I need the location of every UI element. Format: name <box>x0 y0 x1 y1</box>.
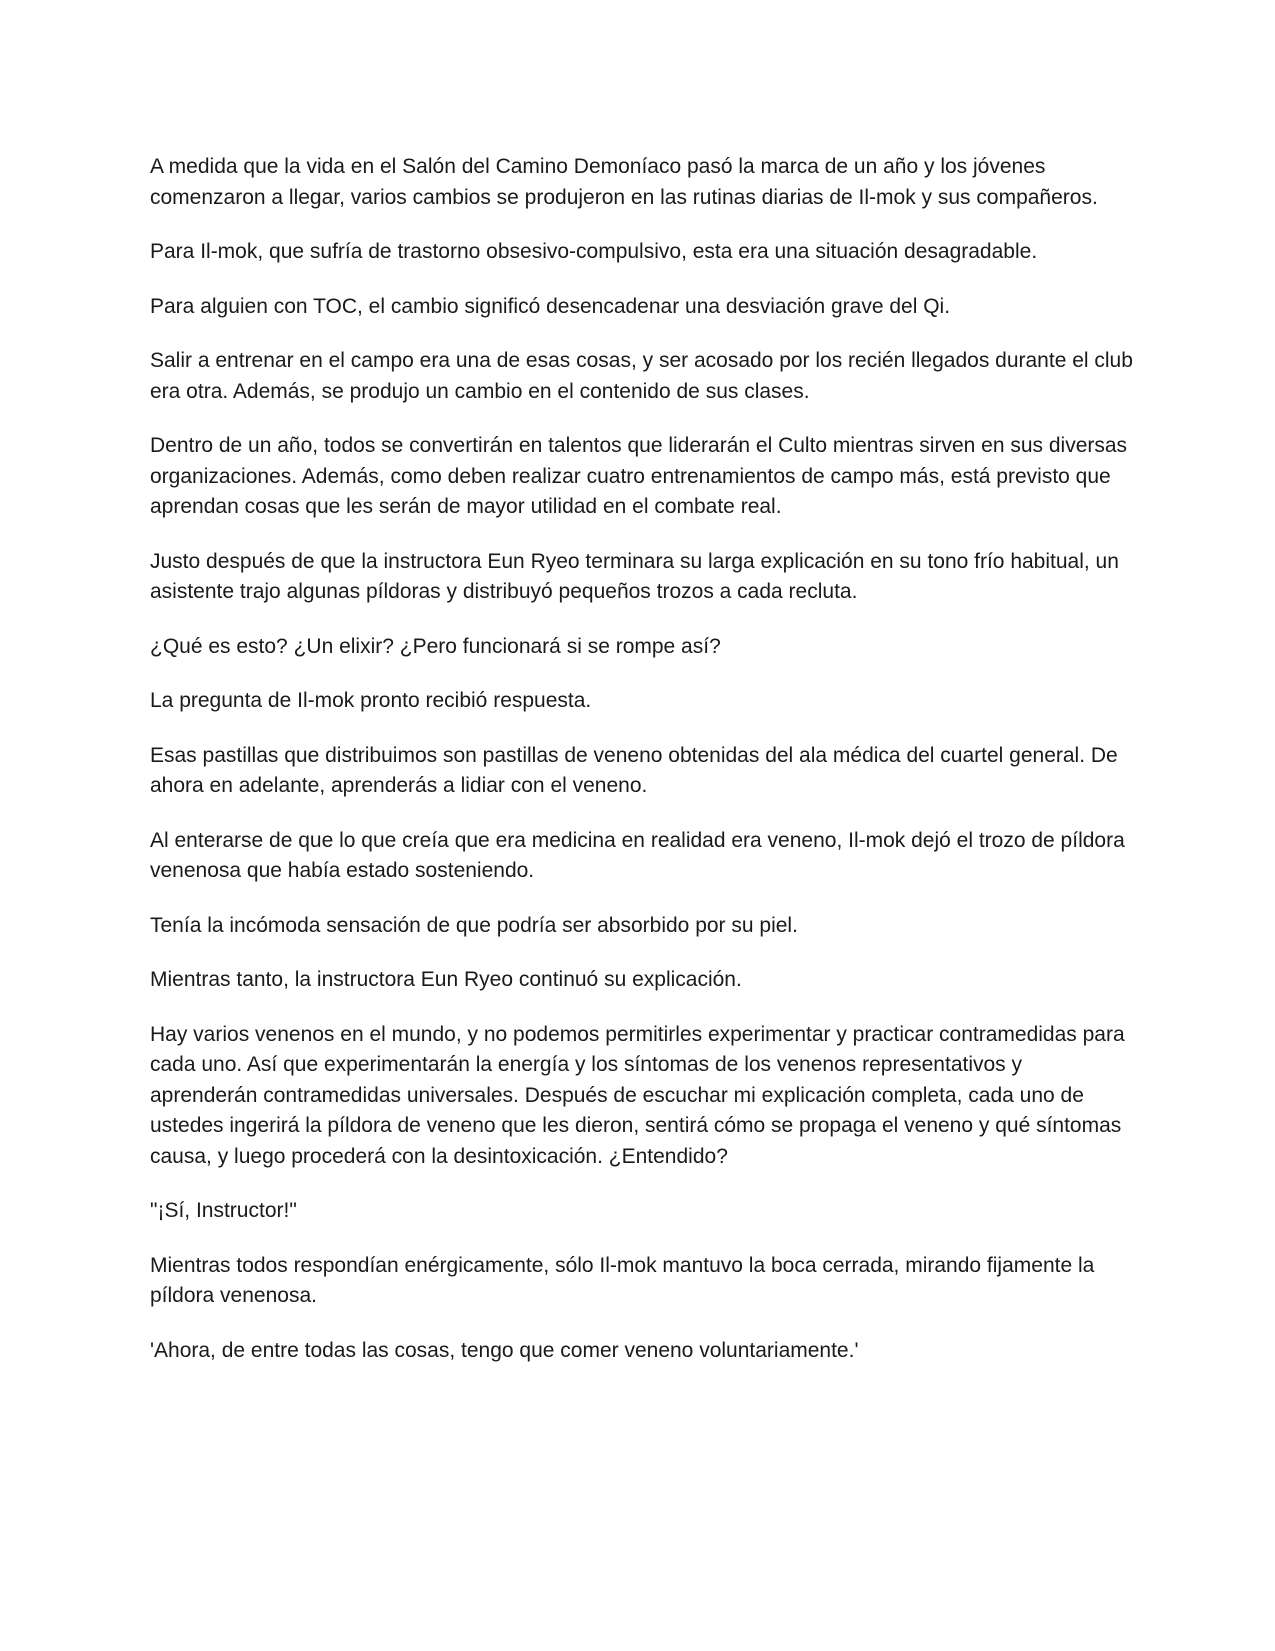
paragraph: Justo después de que la instructora Eun Ryeo terminara su larga explicación en su tono frío habitual, un asistente trajo algunas píldoras y distribuyó pequeños trozos a cada recluta. <box>150 549 1119 603</box>
paragraph: Al enterarse de que lo que creía que era medicina en realidad era veneno, Il-mok dejó el trozo de píldora venenosa que había estado sosteniendo. <box>150 828 1125 882</box>
paragraph: Para Il-mok, que sufría de trastorno obsesivo-compulsivo, esta era una situación desagradable. <box>150 240 1038 263</box>
paragraph: Tenía la incómoda sensación de que podría ser absorbido por su piel. <box>150 913 798 937</box>
paragraph: Mientras todos respondían enérgicamente, sólo Il-mok mantuvo la boca cerrada, mirando fijamente la píldora venenosa. <box>150 1253 1095 1307</box>
paragraph: Mientras tanto, la instructora Eun Ryeo continuó su explicación. <box>150 968 742 991</box>
paragraph: Para alguien con TOC, el cambio significó desencadenar una desviación grave del Qi. <box>150 294 951 318</box>
paragraph: "¡Sí, Instructor!" <box>150 1199 297 1222</box>
paragraph: La pregunta de Il-mok pronto recibió respuesta. <box>150 689 592 712</box>
document-body <box>150 152 1135 1390</box>
paragraph: 'Ahora, de entre todas las cosas, tengo que comer veneno voluntariamente.' <box>150 1338 859 1362</box>
paragraph: Esas pastillas que distribuimos son pastillas de veneno obtenidas del ala médica del cuartel general. De ahora en adelante, aprenderás a lidiar con el veneno. <box>150 743 1118 797</box>
paragraph: ¿Qué es esto? ¿Un elixir? ¿Pero funcionará si se rompe así? <box>150 634 721 658</box>
paragraph: Dentro de un año, todos se convertirán en talentos que liderarán el Culto mientras sirven en sus diversas organizaciones. Además, como deben realizar cuatro entrenamientos de campo más, está previsto que aprendan cosas que les serán de mayor utilidad en el combate real. <box>150 434 1128 518</box>
paragraph: Hay varios venenos en el mundo, y no podemos permitirles experimentar y practicar contramedidas para cada uno. Así que experimentarán la energía y los síntomas de los venenos representativos y aprenderán contramedidas universales. Después de escuchar mi explicación completa, cada uno de ustedes ingerirá la píldora de veneno que les dieron, sentirá cómo se propaga el veneno y qué síntomas causa, y luego procederá con la desintoxicación. ¿Entendido? <box>150 1022 1125 1168</box>
paragraph: A medida que la vida en el Salón del Camino Demoníaco pasó la marca de un año y los jóvenes comenzaron a llegar, varios cambios se produjeron en las rutinas diarias de Il-mok y sus compañeros. <box>150 155 1098 209</box>
paragraph: Salir a entrenar en el campo era una de esas cosas, y ser acosado por los recién llegados durante el club era otra. Además, se produjo un cambio en el contenido de sus clases. <box>150 349 1133 403</box>
